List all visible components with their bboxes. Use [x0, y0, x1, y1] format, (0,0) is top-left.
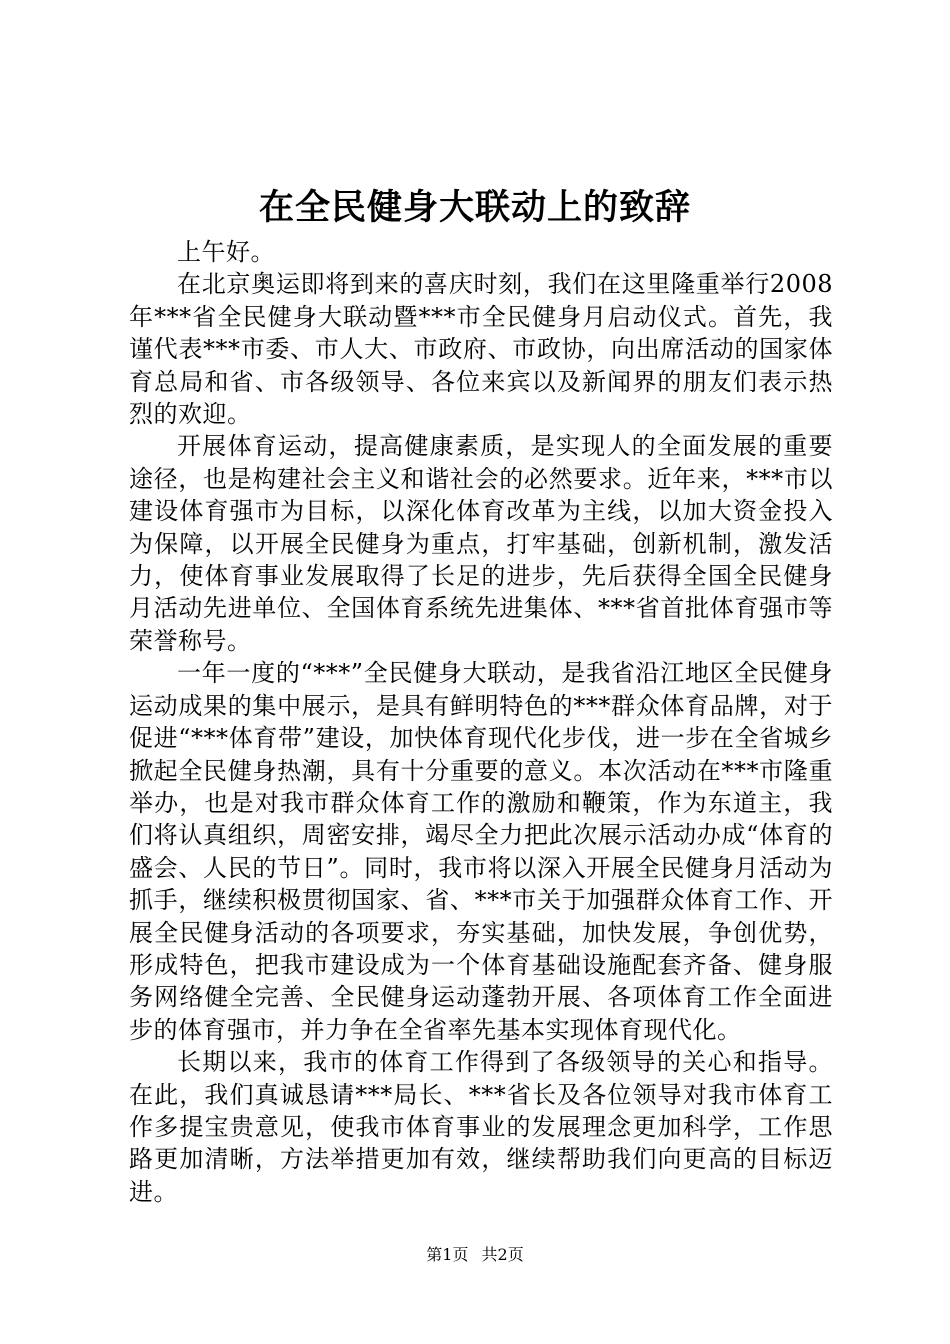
paragraph-greeting: 上午好。	[177, 238, 275, 266]
paragraph-event-significance: 一年一度的“***”全民健身大联动，是我省沿江地区全民健身运动成果的集中展示，是具有鲜明特色的***群众体育品牌，对于促进“***体育带”建设，加快体育现代化步伐，进一步在全省城乡掀起全民健身热潮，具有十分重要的意义。本次活动在***市隆重举办，也是对我市群众体育工作的激励和鞭策，作为东道主，我们将认真组织，周密安排，竭尽全力把此次展示活动办成“体育的盛会、人民的节日”。同时，我市将以深入开展全民健身月活动为抓手，继续积极贯彻国家、省、***市关于加强群众体育工作、开展全民健身活动的各项要求，夯实基础，加快发展，争创优势，形成特色，把我市建设成为一个体育基础设施配套齐备、健身服务网络健全完善、全民健身运动蓬勃开展、各项体育工作全面进步的体育强市，并力争在全省率先基本实现体育现代化。	[129, 659, 833, 1044]
paragraph-achievements: 开展体育运动，提高健康素质，是实现人的全面发展的重要途径，也是构建社会主义和谐社会的必然要求。近年来，***市以建设体育强市为目标，以深化体育改革为主线，以加大资金投入为保障，以开展全民健身为重点，打牢基础，创新机制，激发活力，使体育事业发展取得了长足的进步，先后获得全国全民健身月活动先进单位、全国体育系统先进集体、***省首批体育强市等荣誉称号。	[129, 432, 833, 655]
page-number: 第1页	[426, 1245, 469, 1264]
document-body	[129, 236, 833, 1208]
paragraph-closing: 长期以来，我市的体育工作得到了各级领导的关心和指导。在此，我们真诚恳请***局长、***省长及各位领导对我市体育工作多提宝贵意见，使我市体育事业的发展理念更加科学，工作思路更加清晰，方法举措更加有效，继续帮助我们向更高的目标迈进。	[129, 1048, 833, 1206]
page-total: 共2页	[481, 1245, 524, 1264]
paragraph-welcome: 在北京奥运即将到来的喜庆时刻，我们在这里隆重举行2008年***省全民健身大联动暨***市全民健身月启动仪式。首先，我谨代表***市委、市人大、市政府、市政协，向出席活动的国家体育总局和省、市各级领导、各位来宾以及新闻界的朋友们表示热烈的欢迎。	[129, 270, 833, 429]
document-title: 在全民健身大联动上的致辞	[258, 187, 691, 228]
page-footer	[0, 1244, 950, 1266]
